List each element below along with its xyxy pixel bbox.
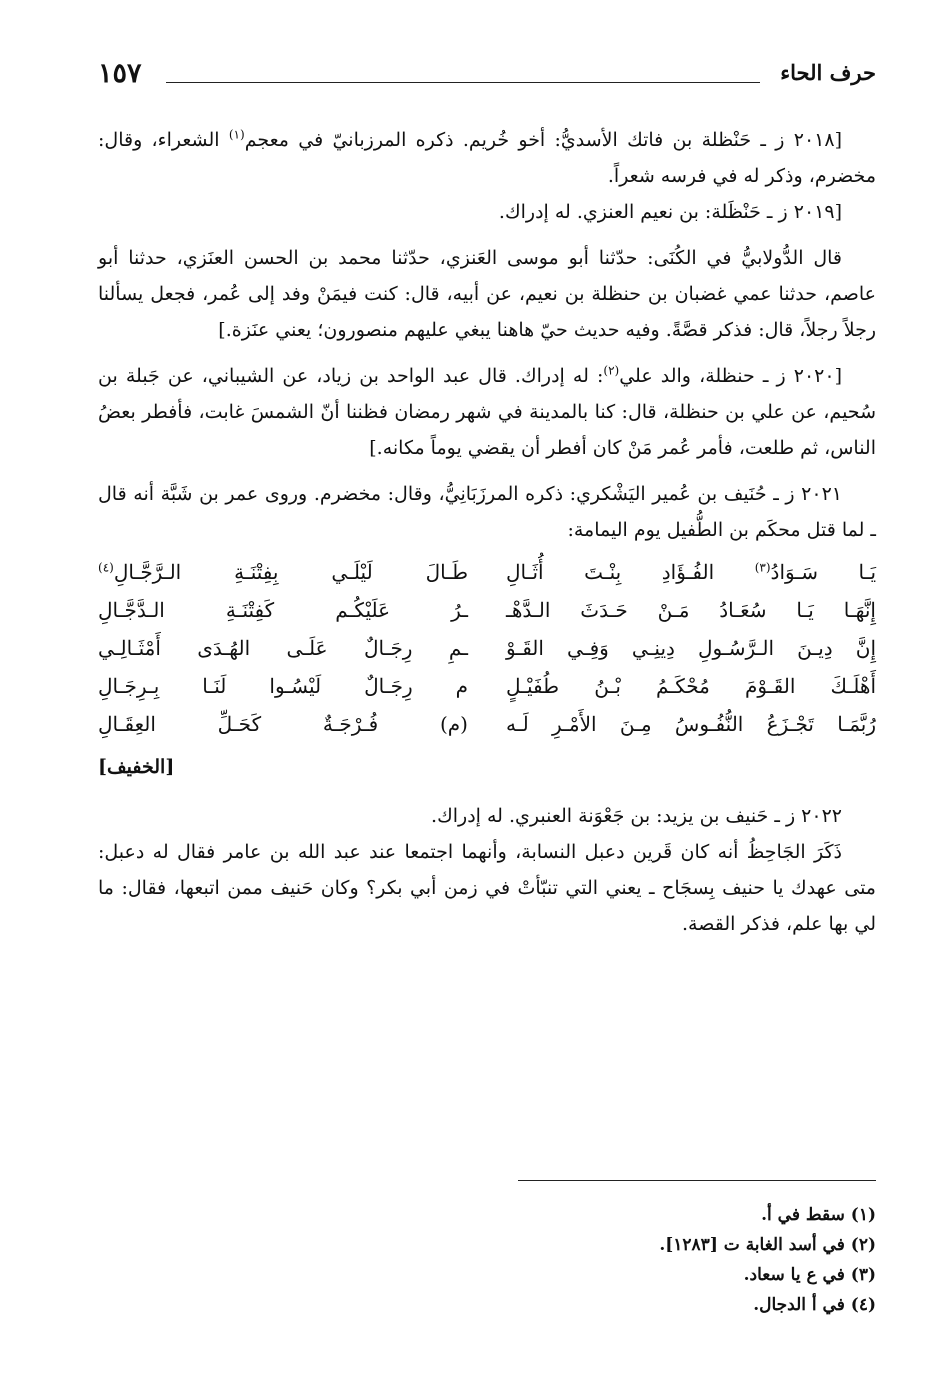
chapter-title: حرف الحاء bbox=[780, 60, 876, 85]
footnote-ref-4: (٤) bbox=[98, 560, 114, 575]
jahiz-paragraph: ذَكَرَ الجَاحِظُ أنه كان قَرين دعبل النسابة، وأنهما اجتمعا عند عبد الله بن عامر فقال له دعبل: متى عهدك يا حنيف بِسجَاح ـ يعني التي تنبّأتْ في زمن أبي بكر؟ وكان حَنيف ممن اتبعها، فقال: ما لي بها علم، فذكر القصة. bbox=[98, 841, 876, 935]
footnote-3: (٣) في ع يا سعاد. bbox=[743, 1265, 876, 1285]
entry-2021: ٢٠٢١ ز ـ حُنَيف بن عُمير اليَشْكري: ذكره المرزَبَانِيُّ، وقال: مخضرم. وروى عمر بن شَبَّة أنه قال ـ لما قتل محكَم بن الطُّفيل يوم اليمامة: bbox=[98, 483, 876, 541]
entry-2019: [٢٠١٩ ز ـ حَنْظَلة: بن نعيم العنزي. له إدراك. bbox=[498, 201, 842, 223]
page-number: ١٥٧ bbox=[98, 58, 142, 89]
entry-2020-text: : له إدراك. قال عبد الواحد بن زياد، عن الشيباني، عن جَبلة بن سُحيم، عن علي بن حنظلة، قال: كنا بالمدينة في شهر رمضان فظننا أنّ الشمسَ غابت، فأفطر بعضُ الناس، ثم طلعت، فأمر عُمر مَنْ كان أفطر أن يقضي يوماً مكانه.] bbox=[98, 365, 876, 459]
poem-meter: [الخفيف] bbox=[98, 756, 175, 778]
entry-2018-text: [٢٠١٨ ز ـ حَنْظلة بن فاتك الأسديُّ: أخو خُريم. ذكره المرزبانيّ في معجم bbox=[244, 129, 842, 151]
verse-4-second: م رِجَـالٌ لَيْسُـوا لَنَـا بِـرِجَـالِ bbox=[98, 674, 468, 698]
footnote-ref-1: (١) bbox=[228, 127, 245, 142]
verse-3-second: ـمِ رِجَـالٌ عَلَـى الهُـدَى أَمْثَـالِـي bbox=[98, 636, 468, 660]
main-text bbox=[98, 122, 876, 942]
entry-2018 bbox=[98, 122, 876, 194]
verse-2-second: ـرُ عَلَيْكُـم كَفِتْنَـةِ الـدَّجَّـالِ bbox=[98, 598, 468, 622]
entry-2020-head: [٢٠٢٠ ز ـ حنظلة، والد علي bbox=[619, 365, 843, 387]
verse-4-first: أَهْلَـكَ القَـوْمَ مُحْكَـمُ بْـنُ طُفَيْـلٍ bbox=[506, 674, 876, 698]
footnote-ref-3: (٣) bbox=[754, 560, 771, 575]
footnote-2: (٢) في أسد الغابة ت [١٢٨٣]. bbox=[659, 1235, 876, 1255]
entry-2020 bbox=[98, 358, 876, 466]
footnotes bbox=[476, 1200, 876, 1320]
verse-3-first: إِنَّ دِيـنَ الـرَّسُـولِ دِينِـي وَفِـي القَـوْ bbox=[506, 636, 876, 660]
page-header bbox=[98, 58, 876, 98]
verse-1-second: طَـالَ لَيْلَـي بِفِتْنَـةِ الـرَّجَّـالِ$^{(٤)}$ bbox=[98, 560, 468, 584]
verse-2-first: إِنَّهَـا يَـا سُعَـادُ مَـنْ حَـدَثَ الـدَّهْـ bbox=[506, 598, 876, 622]
footnote-rule bbox=[518, 1180, 876, 1181]
entry-2022: ٢٠٢٢ ز ـ حَنيف بن يزيد: بن جَعْوَنة العنبري. له إدراك. bbox=[431, 805, 842, 827]
footnote-ref-2: (٢) bbox=[603, 363, 620, 378]
header-rule bbox=[166, 82, 760, 83]
entry-2018-continuation: الشعراء، وقال: مخضرم، وذكر له في فرسه شعراً. bbox=[98, 129, 876, 187]
footnote-1: (١) سقط في أ. bbox=[761, 1205, 876, 1225]
footnote-4: (٤) في أ الدجال. bbox=[753, 1295, 876, 1315]
poem bbox=[98, 560, 876, 788]
dulabi-paragraph: قال الدُّولابيُّ في الكُنَى: حدّثنا أبو موسى العَنزي، حدّثنا محمد بن الحسن العنَزي، حدثنا أبو عاصم، حدثنا عمي غضبان بن حنظلة بن نعيم، عن أبيه، قال: كنت فيمَنْ وفد إلى عُمر، فجعل يسألنا رجلاً رجلاً، قال: فذكر قصَّةً. وفيه حديث حيّ هاهنا يبغي عليهم منصورون؛ يعني عنَزة.] bbox=[98, 247, 876, 341]
verse-5-second: (م) فُـرْجَـةٌ كَحَـلِّ العِقَـالِ bbox=[98, 712, 468, 736]
verse-1-first: يَـا سَـوَادُ$^{(٣)}$ الفُـؤَادِ بِنْـتَ أُثَـالِ bbox=[506, 560, 877, 584]
verse-5-first: رُبَّمَـا تَجْـزَعُ النُّفُـوسُ مِـنَ الأَمْـرِ لَـه bbox=[506, 712, 876, 736]
